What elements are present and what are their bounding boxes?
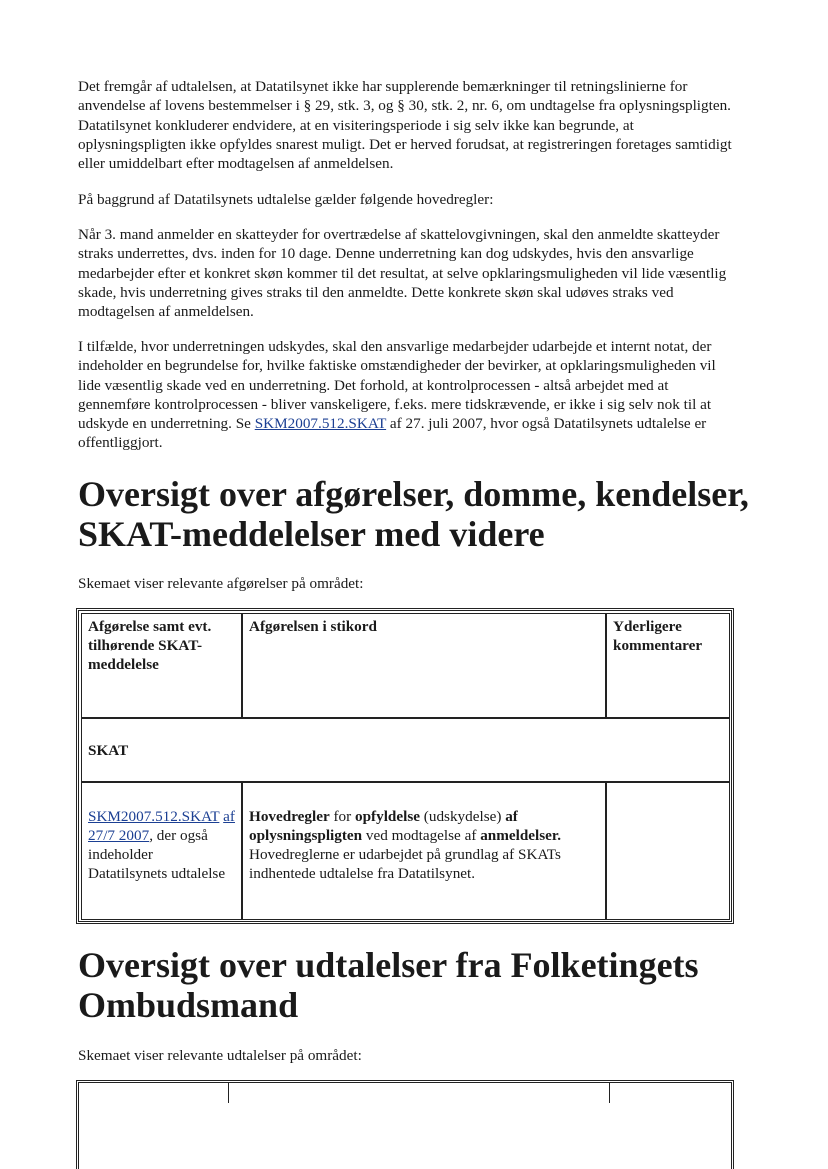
kw-oplysningspligten: af oplysningspligten <box>249 808 518 844</box>
section-heading-decisions: Oversigt over afgørelser, domme, kendelser, SKAT-meddelelser med videre <box>78 474 749 554</box>
section-heading-ombudsman: Oversigt over udtalelser fra Folketingets Ombudsmand <box>78 945 699 1025</box>
table-header-comments: Yderligere kommentarer <box>606 613 730 718</box>
ombudsman-table-divider-2 <box>609 1083 610 1103</box>
row-date-link[interactable]: af 27/7 2007 <box>88 808 235 844</box>
intro-paragraph-2: På baggrund af Datatilsynets udtalelse gælder følgende hovedregler: <box>78 191 494 208</box>
row-skm-link[interactable]: SKM2007.512.SKAT <box>88 808 220 825</box>
row-decision-tail: , der også indeholder Datatilsynets udtalelse <box>88 827 226 882</box>
table-header-keywords: Afgørelsen i stikord <box>242 613 606 718</box>
ombudsman-table-divider-1 <box>228 1083 229 1103</box>
ombudsman-table-top <box>76 1080 734 1169</box>
skm-link[interactable]: SKM2007.512.SKAT <box>254 415 387 433</box>
table-header-decision: Afgørelse samt evt. tilhørende SKAT-meddelelse <box>81 613 242 718</box>
table-group-skat: SKAT <box>81 718 730 782</box>
kw-opfyldelse: opfyldelse <box>355 808 420 825</box>
section-lead-ombudsman: Skemaet viser relevante udtalelser på området: <box>78 1047 362 1064</box>
table-row-decision-cell <box>81 782 242 920</box>
section-lead-decisions: Skemaet viser relevante afgørelser på området: <box>78 575 364 592</box>
intro-paragraph-4-tail: af 27. juli 2007, hvor også Datatilsynets udtalelse er offentliggjort. <box>78 415 707 452</box>
decisions-table <box>76 608 734 924</box>
kw-text-2: (udskydelse) <box>420 808 506 825</box>
kw-text-3: ved modtagelse af <box>362 827 481 844</box>
intro-paragraph-4-text: I tilfælde, hvor underretningen udskydes, skal den ansvarlige medarbejder udarbejde et internt notat, der indeholder en begrundelse for, hvilke faktiske omstændigheder der bevirker, at opklaringsmuligheden vil lide væsentlig skade ved en underretning. Det forhold, at kontrolprocessen - altså arbejdet med at gennemføre kontrolprocessen - bliver vanskeligere, f.eks. mere tidskrævende, er ikke i sig selv nok til at udskyde en underretning. Se <box>78 338 716 433</box>
kw-text-1: for <box>329 808 356 825</box>
intro-paragraph-4 <box>78 337 738 453</box>
kw-hovedregler: Hovedregler <box>249 808 330 825</box>
kw-text-4: Hovedreglerne er udarbejdet på grundlag af SKATs indhentede udtalelse fra Datatilsynet. <box>249 846 561 882</box>
table-row-comments-cell <box>606 782 730 920</box>
table-row-keywords-cell <box>242 782 606 920</box>
intro-paragraph-3: Når 3. mand anmelder en skatteyder for overtrædelse af skattelovgivningen, skal den anmeldte skatteyder straks underrettes, dvs. inden for 10 dage. Denne underretning kan dog udskydes, hvis den ansvarlige medarbejder efter et konkret skøn kommer til det resultat, at selve opklaringsmuligheden vil lide væsentlig skade, hvis underretning gives straks til den anmeldte. Dette konkrete skøn skal udøves straks ved modtagelsen af anmeldelsen. <box>78 226 727 321</box>
kw-anmeldelser: anmeldelser. <box>480 827 562 844</box>
intro-paragraph-1: Det fremgår af udtalelsen, at Datatilsynet ikke har supplerende bemærkninger til retningslinierne for anvendelse af lovens bestemmelser i § 29, stk. 3, og § 30, stk. 2, nr. 6, om undtagelse fra oplysningspligten. Datatilsynet konkluderer endvidere, at en visiteringsperiode i sig selv ikke kan begrunde, at oplysningspligten ikke opfyldes snarest muligt. Det er herved forudsat, at registreringen foretages samtidigt eller umiddelbart efter modtagelsen af anmeldelsen. <box>78 78 732 173</box>
